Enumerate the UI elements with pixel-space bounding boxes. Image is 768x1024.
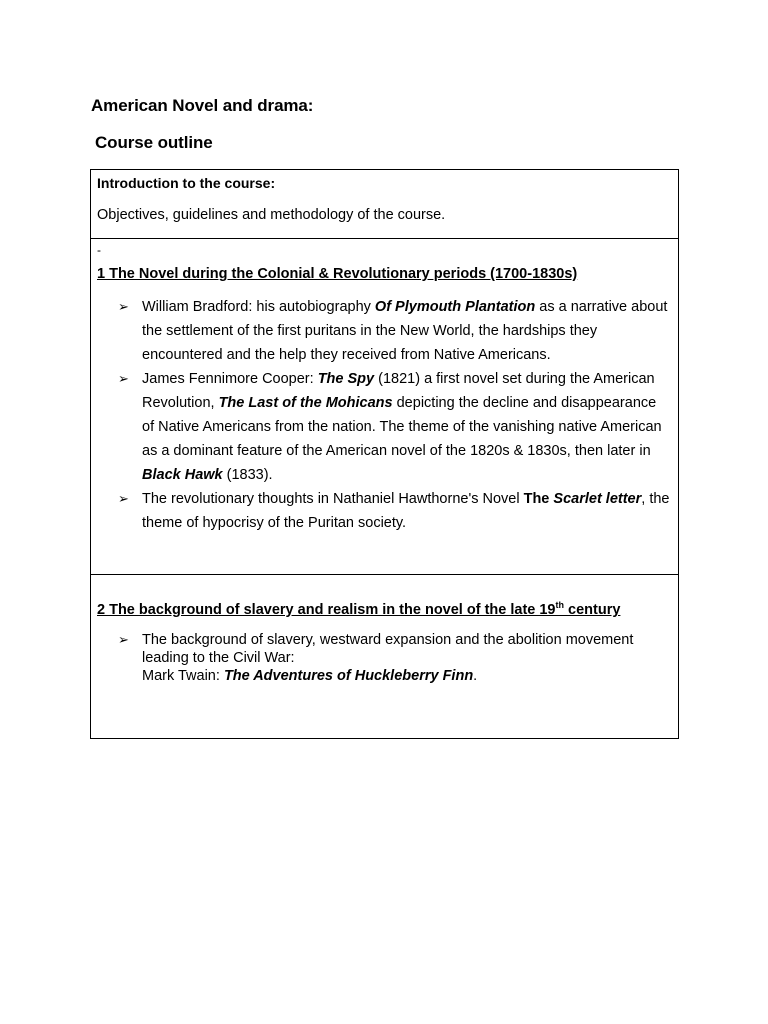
spacer xyxy=(97,575,672,593)
work-title: Scarlet letter xyxy=(553,491,642,507)
intro-text: Objectives, guidelines and methodology of the course. xyxy=(97,207,446,223)
work-title: The Spy xyxy=(317,371,375,387)
item-text: James Fennimore Cooper: xyxy=(142,371,318,387)
intro-heading: Introduction to the course: xyxy=(97,175,276,191)
arrowhead-bullet-icon: ➢ xyxy=(118,371,129,386)
document-subtitle: Course outline xyxy=(95,133,213,152)
item-text: depicting the decline and disappearance of Native Americans from the nation. The theme of the vanishing native American as a dominant feature of the American novel of the 1820s & 1830s, then later in xyxy=(142,395,662,459)
item-text: Mark Twain: xyxy=(142,668,224,684)
section-2-row xyxy=(91,575,679,739)
work-title: The Last of the Mohicans xyxy=(218,395,393,411)
item-text: as a narrative about the settlement of the first puritans in the New World, the hardships they encountered and the help they received from Native Americans. xyxy=(142,299,668,363)
section-2-heading-end: century xyxy=(564,602,621,618)
arrowhead-bullet-icon: ➢ xyxy=(118,632,129,647)
section-1-row xyxy=(91,239,679,575)
arrowhead-bullet-icon: ➢ xyxy=(118,299,129,314)
section-1-bullet-list xyxy=(97,295,672,535)
list-item xyxy=(118,295,672,367)
section-1-cell xyxy=(91,239,679,575)
item-text: The revolutionary thoughts in Nathaniel Hawthorne's Novel xyxy=(142,491,524,507)
intro-cell xyxy=(91,170,679,239)
section-2-heading-main: 2 The background of slavery and realism in the novel of the late 19 xyxy=(97,602,556,618)
item-text: . xyxy=(473,668,478,684)
work-title-prefix: The xyxy=(523,491,554,507)
ordinal-suffix: th xyxy=(555,600,564,611)
item-text: William Bradford: his autobiography xyxy=(142,299,375,315)
course-outline-table xyxy=(90,169,679,739)
list-item xyxy=(118,487,672,535)
intro-row xyxy=(91,170,679,239)
item-text: The background of slavery, westward expansion and the abolition movement leading to the Civil War: xyxy=(142,632,634,666)
arrowhead-bullet-icon: ➢ xyxy=(118,491,129,506)
work-title: The Adventures of Huckleberry Finn xyxy=(223,668,474,684)
item-text: (1833). xyxy=(222,467,273,483)
work-title: Black Hawk xyxy=(142,467,223,483)
list-item xyxy=(118,631,672,685)
section-2-heading xyxy=(97,599,672,621)
section-1-heading: 1 The Novel during the Colonial & Revolutionary periods (1700-1830s) xyxy=(97,266,578,282)
item-text: , the theme of hypocrisy of the Puritan society. xyxy=(142,491,670,531)
dash-marker: - xyxy=(97,243,101,257)
section-2-bullet-list xyxy=(97,631,672,685)
item-text: (1821) a first novel set during the American Revolution, xyxy=(142,371,655,411)
list-item xyxy=(118,367,672,487)
document-title: American Novel and drama: xyxy=(91,96,314,115)
work-title: Of Plymouth Plantation xyxy=(374,299,536,315)
section-2-cell xyxy=(91,575,679,739)
